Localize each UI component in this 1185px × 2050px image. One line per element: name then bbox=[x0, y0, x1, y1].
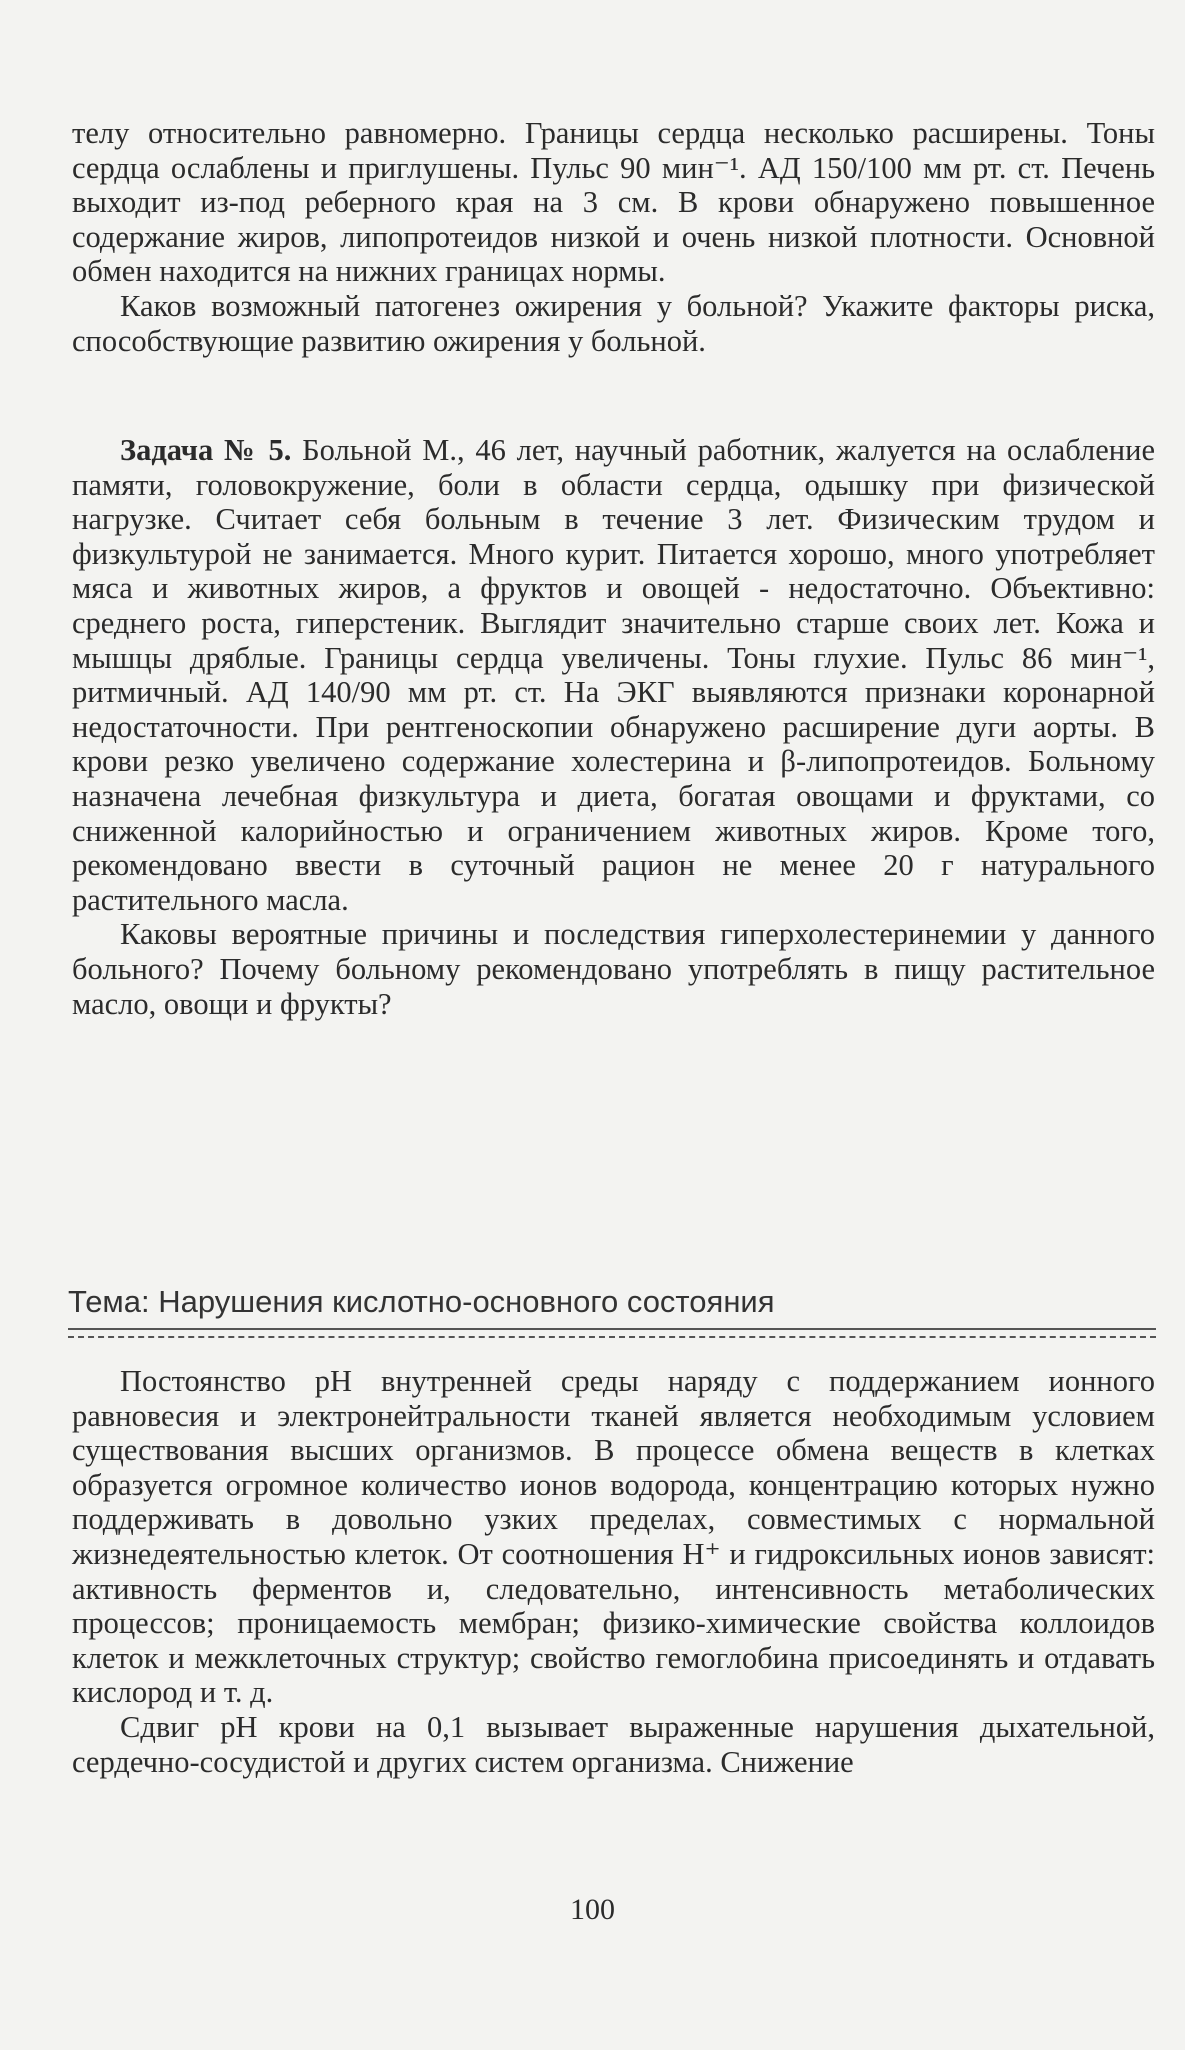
task-5-question: Каковы вероятные причины и последствия гиперхолестеринемии у данного больного? Почему больному рекомендовано употреблять в пищу растительное масло, овощи и фрукты? bbox=[72, 917, 1155, 1021]
section-underline-dashed bbox=[68, 1336, 1156, 1338]
task-5-paragraph bbox=[72, 433, 1155, 917]
paragraph-case4-question: Каков возможный патогенез ожирения у больной? Укажите факторы риска, способствующие развитию ожирения у больной. bbox=[72, 288, 1155, 358]
paragraph-case-continued: телу относительно равномерно. Границы сердца несколько расширены. Тоны сердца ослаблены и приглушены. Пульс 90 мин⁻¹. АД 150/100 мм рт. ст. Печень выходит из-под реберного края на 3 см. В крови обнаружено повышенное содержание жиров, липопротеидов низкой и очень низкой плотности. Основной обмен находится на нижних границах нормы. bbox=[72, 116, 1155, 289]
page-number: 100 bbox=[570, 1893, 615, 1926]
section-paragraph-1: Постоянство pH внутренней среды наряду с поддержанием ионного равновесия и электронейтральности тканей является необходимым условием существования высших организмов. В процессе обмена веществ в клетках образуется огромное количество ионов водорода, концентрацию которых нужно поддерживать в довольно узких пределах, совместимых с нормальной жизнедеятельностью клеток. От соотношения H⁺ и гидроксильных ионов зависят: активность ферментов и, следовательно, интенсивность метаболических процессов; проницаемость мембран; физико-химические свойства коллоидов клеток и межклеточных структур; свойство гемоглобина присоединять и отдавать кислород и т. д. bbox=[72, 1364, 1155, 1710]
continued-case-text bbox=[72, 116, 1155, 358]
section-paragraph-2: Сдвиг pH крови на 0,1 вызывает выраженные нарушения дыхательной, сердечно-сосудистой и других систем организма. Снижение bbox=[72, 1709, 1155, 1779]
section-body bbox=[72, 1364, 1155, 1779]
task-5-text: Больной М., 46 лет, научный работник, жалуется на ослабление памяти, головокружение, боли в области сердца, одышку при физической нагрузке. Считает себя больным в течение 3 лет. Физическим трудом и физкультурой не занимается. Много курит. Питается хорошо, много употребляет мяса и животных жиров, а фруктов и овощей - недостаточно. Объективно: среднего роста, гиперстеник. Выглядит значительно старше своих лет. Кожа и мышцы дряблые. Границы сердца увеличены. Тоны глухие. Пульс 86 мин⁻¹, ритмичный. АД 140/90 мм рт. ст. На ЭКГ выявляются признаки коронарной недостаточности. При рентгеноскопии обнаружено расширение дуги аорты. В крови резко увеличено содержание холестерина и β-липопротеидов. Больному назначена лечебная физкультура и диета, богатая овощами и фруктами, со сниженной калорийностью и ограничением животных жиров. Кроме того, рекомендовано ввести в суточный рацион не менее 20 г натурального растительного масла. bbox=[72, 433, 1155, 917]
section-title: Тема: Нарушения кислотно-основного состояния bbox=[68, 1284, 775, 1319]
task-5-block bbox=[72, 433, 1155, 1021]
task-5-label: Задача № 5. bbox=[120, 433, 292, 467]
section-underline bbox=[68, 1328, 1156, 1330]
